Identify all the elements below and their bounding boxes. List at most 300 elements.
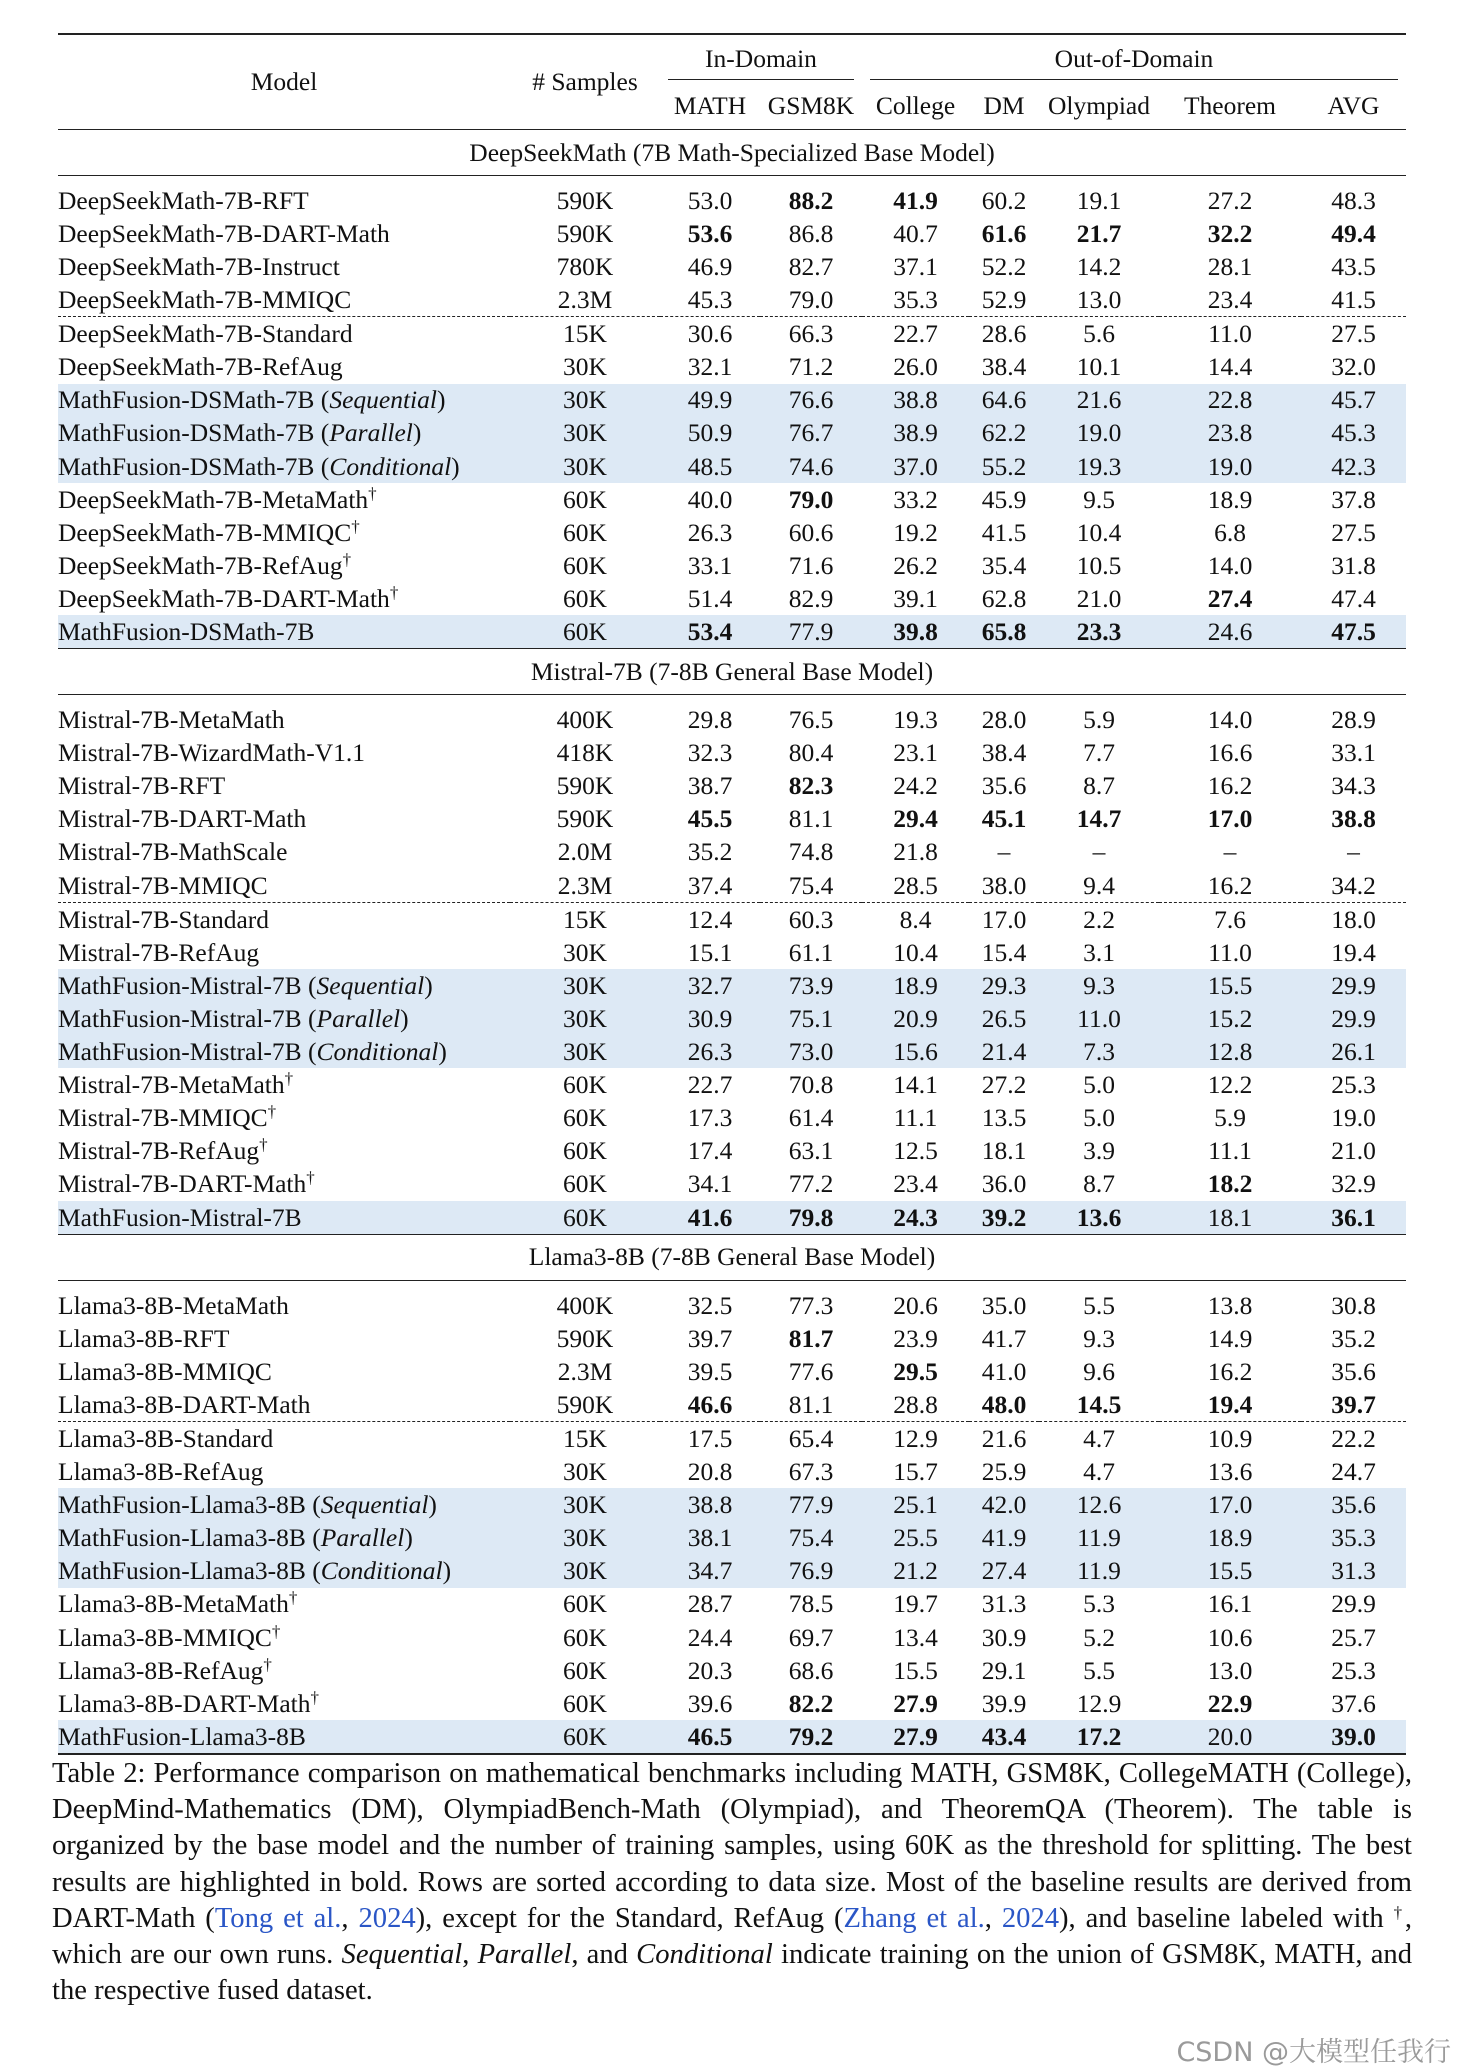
table-row bbox=[58, 1322, 1406, 1355]
table-row bbox=[58, 969, 1406, 1002]
model-name: Mistral-7B-RefAug bbox=[58, 937, 260, 967]
score-cell: 49.9 bbox=[660, 384, 760, 417]
header-samples: # Samples bbox=[510, 35, 660, 130]
samples-cell: 60K bbox=[563, 1103, 607, 1133]
score-cell: 17.4 bbox=[687, 1136, 733, 1166]
score-cell: 15.5 bbox=[893, 1655, 938, 1685]
table-row bbox=[58, 936, 1406, 969]
table-row bbox=[58, 450, 1406, 483]
score-cell: 40.0 bbox=[687, 484, 733, 514]
score-cell: 5.9 bbox=[1214, 1103, 1246, 1133]
model-name: MathFusion-Mistral-7B (Sequential) bbox=[58, 969, 510, 1002]
score-cell: 74.8 bbox=[788, 837, 834, 867]
citation-tong-year[interactable]: 2024 bbox=[358, 1902, 416, 1934]
score-cell: 14.2 bbox=[1076, 251, 1122, 281]
samples-cell: 30K bbox=[510, 1521, 660, 1554]
score-cell: 29.3 bbox=[969, 969, 1039, 1002]
citation-tong[interactable]: Tong et al. bbox=[214, 1902, 342, 1934]
score-cell: 18.2 bbox=[1207, 1169, 1253, 1199]
score-cell: 20.9 bbox=[862, 1002, 969, 1035]
score-cell: 41.5 bbox=[1331, 285, 1376, 315]
score-cell: 18.1 bbox=[1159, 1201, 1301, 1235]
score-cell: 23.9 bbox=[893, 1323, 938, 1353]
score-cell: 16.2 bbox=[1207, 771, 1253, 801]
model-name: DeepSeekMath-7B-MetaMath† bbox=[58, 483, 377, 514]
model-name: Mistral-7B-DART-Math† bbox=[58, 1168, 315, 1199]
score-cell: 45.7 bbox=[1301, 384, 1406, 417]
model-name: Mistral-7B-WizardMath-V1.1 bbox=[58, 738, 366, 768]
score-cell: 41.0 bbox=[981, 1356, 1027, 1386]
table-row bbox=[58, 217, 1406, 250]
samples-cell: 400K bbox=[556, 1290, 614, 1320]
samples-cell: 60K bbox=[510, 615, 660, 649]
score-cell: 8.4 bbox=[862, 902, 969, 936]
score-cell: 32.1 bbox=[687, 352, 733, 382]
score-cell: 17.0 bbox=[1207, 804, 1253, 834]
table-row bbox=[58, 184, 1406, 217]
score-cell: 25.3 bbox=[1331, 1070, 1376, 1100]
table-row bbox=[58, 1068, 1406, 1101]
score-cell: 37.6 bbox=[1331, 1688, 1376, 1718]
samples-cell: 2.3M bbox=[557, 870, 613, 900]
score-cell: 23.4 bbox=[1207, 285, 1253, 315]
model-name: DeepSeekMath-7B-DART-Math bbox=[58, 218, 390, 248]
score-cell: 20.6 bbox=[893, 1290, 938, 1320]
model-name: DeepSeekMath-7B-Standard bbox=[58, 317, 510, 351]
dagger-mark: † bbox=[310, 1687, 319, 1707]
score-cell: 45.9 bbox=[981, 484, 1027, 514]
score-cell: 71.6 bbox=[788, 550, 834, 580]
score-cell: 27.2 bbox=[981, 1070, 1027, 1100]
score-cell: 61.1 bbox=[788, 937, 834, 967]
score-cell: 75.1 bbox=[760, 1002, 862, 1035]
score-cell: 49.4 bbox=[1331, 218, 1376, 248]
score-cell: 14.0 bbox=[1207, 550, 1253, 580]
dagger-mark: † bbox=[271, 1621, 281, 1641]
score-cell: 12.4 bbox=[660, 902, 760, 936]
samples-cell: 30K bbox=[563, 352, 607, 382]
samples-cell: 60K bbox=[510, 1720, 660, 1754]
samples-cell: 15K bbox=[510, 1422, 660, 1456]
score-cell: 35.6 bbox=[981, 771, 1027, 801]
score-cell: 52.9 bbox=[981, 285, 1027, 315]
table-row bbox=[58, 516, 1406, 549]
score-cell: 38.1 bbox=[660, 1521, 760, 1554]
samples-cell: 590K bbox=[556, 218, 614, 248]
score-cell: 28.7 bbox=[687, 1589, 733, 1619]
score-cell: 41.6 bbox=[660, 1201, 760, 1235]
score-cell: 19.2 bbox=[893, 517, 938, 547]
score-cell: 15.1 bbox=[687, 937, 733, 967]
score-cell: 38.9 bbox=[862, 417, 969, 450]
score-cell: 35.3 bbox=[893, 285, 938, 315]
score-cell: – bbox=[1092, 837, 1106, 867]
score-cell: 35.4 bbox=[981, 550, 1027, 580]
samples-cell: 418K bbox=[556, 738, 614, 768]
score-cell: 20.3 bbox=[687, 1655, 733, 1685]
score-cell: 19.1 bbox=[1076, 185, 1122, 215]
score-cell: 42.3 bbox=[1301, 450, 1406, 483]
model-name: DeepSeekMath-7B-MMIQC bbox=[58, 285, 352, 315]
score-cell: 47.4 bbox=[1331, 583, 1376, 613]
score-cell: 5.2 bbox=[1083, 1622, 1115, 1652]
score-cell: 18.9 bbox=[1159, 1521, 1301, 1554]
score-cell: 7.3 bbox=[1039, 1035, 1159, 1068]
citation-zhang[interactable]: Zhang et al. bbox=[843, 1902, 985, 1934]
score-cell: 28.6 bbox=[969, 317, 1039, 351]
score-cell: 69.7 bbox=[788, 1622, 834, 1652]
score-cell: 82.3 bbox=[788, 771, 834, 801]
samples-cell: 30K bbox=[510, 450, 660, 483]
score-cell: 66.3 bbox=[760, 317, 862, 351]
score-cell: 60.3 bbox=[760, 902, 862, 936]
score-cell: 9.4 bbox=[1083, 870, 1115, 900]
score-cell: 28.0 bbox=[981, 705, 1027, 735]
score-cell: 8.7 bbox=[1083, 1169, 1115, 1199]
score-cell: 29.9 bbox=[1331, 1589, 1376, 1619]
model-name: MathFusion-DSMath-7B bbox=[58, 615, 510, 649]
score-cell: 26.3 bbox=[660, 1035, 760, 1068]
score-cell: 18.1 bbox=[981, 1136, 1027, 1166]
score-cell: 32.5 bbox=[687, 1290, 733, 1320]
score-cell: 65.4 bbox=[760, 1422, 862, 1456]
score-cell: 19.4 bbox=[1207, 1389, 1253, 1419]
score-cell: 9.3 bbox=[1039, 969, 1159, 1002]
score-cell: 34.3 bbox=[1331, 771, 1376, 801]
score-cell: 31.3 bbox=[1301, 1555, 1406, 1588]
score-cell: 35.6 bbox=[1301, 1488, 1406, 1521]
score-cell: – bbox=[1223, 837, 1237, 867]
score-cell: 17.5 bbox=[660, 1422, 760, 1456]
score-cell: 34.7 bbox=[660, 1555, 760, 1588]
citation-zhang-year[interactable]: 2024 bbox=[1001, 1902, 1060, 1934]
score-cell: 29.9 bbox=[1301, 969, 1406, 1002]
score-cell: 18.9 bbox=[1207, 484, 1253, 514]
score-cell: 7.6 bbox=[1159, 902, 1301, 936]
score-cell: 39.8 bbox=[862, 615, 969, 649]
score-cell: 75.4 bbox=[788, 870, 834, 900]
table-row bbox=[58, 483, 1406, 516]
score-cell: 22.8 bbox=[1159, 384, 1301, 417]
score-cell: 29.1 bbox=[981, 1655, 1027, 1685]
samples-cell: 60K bbox=[563, 484, 607, 514]
score-cell: 71.2 bbox=[788, 352, 834, 382]
score-cell: 10.4 bbox=[893, 937, 938, 967]
score-cell: 79.2 bbox=[760, 1720, 862, 1754]
score-cell: 29.9 bbox=[1301, 1002, 1406, 1035]
score-cell: 73.0 bbox=[760, 1035, 862, 1068]
model-name: Llama3-8B-RefAug† bbox=[58, 1654, 272, 1685]
score-cell: 41.9 bbox=[969, 1521, 1039, 1554]
score-cell: 27.4 bbox=[1207, 583, 1253, 613]
model-name: DeepSeekMath-7B-RefAug bbox=[58, 352, 343, 382]
score-cell: 2.2 bbox=[1039, 902, 1159, 936]
score-cell: 12.6 bbox=[1039, 1488, 1159, 1521]
table-row bbox=[58, 1521, 1406, 1554]
samples-cell: 590K bbox=[556, 804, 614, 834]
samples-cell: 60K bbox=[563, 517, 607, 547]
score-cell: 34.1 bbox=[687, 1169, 733, 1199]
score-cell: 77.9 bbox=[760, 1488, 862, 1521]
dagger-mark: † bbox=[368, 483, 377, 503]
score-cell: 76.5 bbox=[788, 705, 834, 735]
score-cell: 41.5 bbox=[981, 517, 1027, 547]
score-cell: 38.4 bbox=[981, 738, 1027, 768]
score-cell: 14.5 bbox=[1076, 1389, 1122, 1419]
score-cell: 51.4 bbox=[687, 583, 733, 613]
score-cell: 81.1 bbox=[788, 1389, 834, 1419]
score-cell: 68.6 bbox=[788, 1655, 834, 1685]
score-cell: 16.1 bbox=[1207, 1589, 1253, 1619]
dagger-mark: † bbox=[288, 1588, 298, 1608]
score-cell: 19.3 bbox=[893, 705, 938, 735]
table-row bbox=[58, 836, 1406, 869]
section-title: Mistral-7B (7-8B General Base Model) bbox=[58, 649, 1406, 695]
table-row bbox=[58, 1388, 1406, 1422]
header-col-gsm8k: GSM8K bbox=[760, 82, 862, 130]
score-cell: 11.0 bbox=[1159, 317, 1301, 351]
dagger-mark: † bbox=[351, 516, 360, 536]
score-cell: 31.8 bbox=[1331, 550, 1376, 580]
score-cell: 88.2 bbox=[788, 185, 834, 215]
model-name: Llama3-8B-RFT bbox=[58, 1323, 230, 1353]
score-cell: 38.8 bbox=[862, 384, 969, 417]
score-cell: 23.8 bbox=[1159, 417, 1301, 450]
score-cell: 61.4 bbox=[788, 1103, 834, 1133]
table-row bbox=[58, 736, 1406, 769]
score-cell: 77.3 bbox=[788, 1290, 834, 1320]
score-cell: 39.5 bbox=[687, 1356, 733, 1386]
score-cell: 15.4 bbox=[981, 937, 1027, 967]
score-cell: 28.5 bbox=[893, 870, 938, 900]
score-cell: 27.4 bbox=[969, 1555, 1039, 1588]
score-cell: 76.9 bbox=[760, 1555, 862, 1588]
score-cell: 38.8 bbox=[660, 1488, 760, 1521]
table-row bbox=[58, 1654, 1406, 1687]
table-row bbox=[58, 615, 1406, 649]
model-name: Llama3-8B-DART-Math bbox=[58, 1389, 311, 1419]
score-cell: 11.9 bbox=[1039, 1555, 1159, 1588]
table-row bbox=[58, 250, 1406, 283]
score-cell: 39.2 bbox=[969, 1201, 1039, 1235]
score-cell: 5.5 bbox=[1083, 1290, 1115, 1320]
score-cell: 15.7 bbox=[893, 1457, 938, 1487]
model-name: MathFusion-Llama3-8B bbox=[58, 1720, 510, 1754]
model-name: MathFusion-Mistral-7B (Parallel) bbox=[58, 1002, 510, 1035]
header-col-dm: DM bbox=[969, 82, 1039, 130]
samples-cell: 30K bbox=[563, 1457, 607, 1487]
score-cell: 25.5 bbox=[862, 1521, 969, 1554]
score-cell: 70.8 bbox=[788, 1070, 834, 1100]
score-cell: 29.5 bbox=[893, 1356, 938, 1386]
score-cell: 17.2 bbox=[1039, 1720, 1159, 1754]
score-cell: 25.9 bbox=[981, 1457, 1027, 1487]
score-cell: 48.0 bbox=[981, 1389, 1027, 1419]
score-cell: 32.7 bbox=[660, 969, 760, 1002]
score-cell: 23.1 bbox=[893, 738, 938, 768]
score-cell: 39.7 bbox=[687, 1323, 733, 1353]
score-cell: 39.6 bbox=[687, 1688, 733, 1718]
score-cell: 3.9 bbox=[1083, 1136, 1115, 1166]
score-cell: 31.3 bbox=[981, 1589, 1027, 1619]
score-cell: 12.8 bbox=[1159, 1035, 1301, 1068]
score-cell: 26.5 bbox=[969, 1002, 1039, 1035]
header-col-theorem: Theorem bbox=[1159, 82, 1301, 130]
score-cell: 77.9 bbox=[760, 615, 862, 649]
header-out-of-domain: Out-of-Domain bbox=[862, 35, 1406, 82]
table-row bbox=[58, 1135, 1406, 1168]
header-in-domain: In-Domain bbox=[660, 35, 862, 82]
model-name: DeepSeekMath-7B-Instruct bbox=[58, 251, 340, 281]
model-name: Llama3-8B-RefAug bbox=[58, 1457, 264, 1487]
table-row bbox=[58, 384, 1406, 417]
samples-cell: 590K bbox=[556, 1323, 614, 1353]
score-cell: 21.0 bbox=[1331, 1136, 1376, 1166]
score-cell: 21.2 bbox=[862, 1555, 969, 1588]
score-cell: 14.1 bbox=[893, 1070, 938, 1100]
samples-cell: 60K bbox=[563, 1070, 607, 1100]
table-row bbox=[58, 703, 1406, 736]
score-cell: 4.7 bbox=[1083, 1457, 1115, 1487]
samples-cell: 30K bbox=[510, 384, 660, 417]
table-row bbox=[58, 1488, 1406, 1521]
dagger-mark: † bbox=[284, 1069, 294, 1089]
score-cell: 21.6 bbox=[1039, 384, 1159, 417]
model-name: MathFusion-Mistral-7B (Conditional) bbox=[58, 1035, 510, 1068]
score-cell: 45.3 bbox=[1301, 417, 1406, 450]
score-cell: 81.1 bbox=[788, 804, 834, 834]
score-cell: 22.7 bbox=[687, 1070, 733, 1100]
score-cell: 28.8 bbox=[893, 1389, 938, 1419]
score-cell: 37.4 bbox=[687, 870, 733, 900]
score-cell: 26.3 bbox=[687, 517, 733, 547]
table-row bbox=[58, 582, 1406, 615]
score-cell: 43.4 bbox=[969, 1720, 1039, 1754]
score-cell: 75.4 bbox=[760, 1521, 862, 1554]
score-cell: 10.5 bbox=[1076, 550, 1122, 580]
model-name: Mistral-7B-DART-Math bbox=[58, 804, 307, 834]
score-cell: 29.4 bbox=[893, 804, 938, 834]
score-cell: 25.1 bbox=[862, 1488, 969, 1521]
samples-cell: 2.0M bbox=[557, 837, 613, 867]
table-row bbox=[58, 1002, 1406, 1035]
score-cell: 32.2 bbox=[1207, 218, 1253, 248]
table-row bbox=[58, 283, 1406, 317]
score-cell: 5.0 bbox=[1083, 1103, 1115, 1133]
score-cell: 13.8 bbox=[1207, 1290, 1253, 1320]
score-cell: 37.1 bbox=[893, 251, 938, 281]
score-cell: 86.8 bbox=[788, 218, 834, 248]
table-row bbox=[58, 1035, 1406, 1068]
samples-cell: 780K bbox=[556, 251, 614, 281]
score-cell: 32.9 bbox=[1331, 1169, 1376, 1199]
score-cell: 46.9 bbox=[687, 251, 733, 281]
table-row bbox=[58, 1455, 1406, 1488]
model-name: Llama3-8B-MMIQC bbox=[58, 1356, 272, 1386]
score-cell: 34.2 bbox=[1331, 870, 1376, 900]
score-cell: 41.7 bbox=[981, 1323, 1027, 1353]
score-cell: 11.0 bbox=[1039, 1002, 1159, 1035]
score-cell: 30.8 bbox=[1331, 1290, 1376, 1320]
model-name: MathFusion-DSMath-7B (Parallel) bbox=[58, 417, 510, 450]
score-cell: 21.4 bbox=[969, 1035, 1039, 1068]
score-cell: 55.2 bbox=[969, 450, 1039, 483]
model-name: Llama3-8B-Standard bbox=[58, 1422, 510, 1456]
score-cell: 48.3 bbox=[1331, 185, 1376, 215]
score-cell: 82.9 bbox=[788, 583, 834, 613]
samples-cell: 30K bbox=[563, 937, 607, 967]
table-row bbox=[58, 1101, 1406, 1134]
score-cell: 20.0 bbox=[1159, 1720, 1301, 1754]
samples-cell: 60K bbox=[563, 1169, 607, 1199]
score-cell: 19.0 bbox=[1159, 450, 1301, 483]
model-name: MathFusion-DSMath-7B (Sequential) bbox=[58, 384, 510, 417]
score-cell: 80.4 bbox=[788, 738, 834, 768]
dagger-symbol: † bbox=[1393, 1902, 1405, 1922]
score-cell: 46.5 bbox=[660, 1720, 760, 1754]
model-name: MathFusion-Llama3-8B (Conditional) bbox=[58, 1555, 510, 1588]
section-title: DeepSeekMath (7B Math-Specialized Base Model) bbox=[58, 130, 1406, 176]
score-cell: 53.0 bbox=[687, 185, 733, 215]
dagger-mark: † bbox=[259, 1135, 268, 1155]
table-row bbox=[58, 1168, 1406, 1201]
score-cell: 38.4 bbox=[981, 352, 1027, 382]
score-cell: 27.9 bbox=[862, 1720, 969, 1754]
table-row bbox=[58, 1588, 1406, 1621]
score-cell: 33.1 bbox=[1331, 738, 1376, 768]
score-cell: 15.5 bbox=[1159, 969, 1301, 1002]
table-row bbox=[58, 549, 1406, 582]
score-cell: 25.7 bbox=[1331, 1622, 1376, 1652]
score-cell: 60.2 bbox=[981, 185, 1027, 215]
samples-cell: 15K bbox=[510, 317, 660, 351]
samples-cell: 30K bbox=[510, 1488, 660, 1521]
table-row bbox=[58, 1621, 1406, 1654]
header-col-avg: AVG bbox=[1301, 82, 1406, 130]
score-cell: 9.6 bbox=[1083, 1356, 1115, 1386]
score-cell: 39.0 bbox=[1301, 1720, 1406, 1754]
samples-cell: 15K bbox=[510, 902, 660, 936]
header-col-olympiad: Olympiad bbox=[1039, 82, 1159, 130]
score-cell: 21.6 bbox=[969, 1422, 1039, 1456]
dagger-mark: † bbox=[389, 582, 399, 602]
score-cell: 79.0 bbox=[788, 285, 834, 315]
samples-cell: 60K bbox=[563, 1622, 607, 1652]
score-cell: 15.5 bbox=[1159, 1555, 1301, 1588]
score-cell: 19.3 bbox=[1039, 450, 1159, 483]
score-cell: 39.9 bbox=[981, 1688, 1027, 1718]
dagger-mark: † bbox=[342, 549, 352, 569]
model-name: Llama3-8B-MetaMath bbox=[58, 1290, 289, 1320]
score-cell: 32.3 bbox=[687, 738, 733, 768]
score-cell: 27.5 bbox=[1301, 317, 1406, 351]
score-cell: 14.9 bbox=[1207, 1323, 1253, 1353]
table-row bbox=[58, 1422, 1406, 1456]
table-row bbox=[58, 869, 1406, 903]
samples-cell: 2.3M bbox=[557, 285, 613, 315]
header-col-math: MATH bbox=[660, 82, 760, 130]
score-cell: 36.1 bbox=[1301, 1201, 1406, 1235]
samples-cell: 590K bbox=[556, 771, 614, 801]
score-cell: 3.1 bbox=[1083, 937, 1115, 967]
table-row bbox=[58, 1687, 1406, 1720]
score-cell: 60.6 bbox=[788, 517, 834, 547]
score-cell: 11.9 bbox=[1039, 1521, 1159, 1554]
score-cell: 17.0 bbox=[969, 902, 1039, 936]
score-cell: 73.9 bbox=[760, 969, 862, 1002]
score-cell: 10.9 bbox=[1159, 1422, 1301, 1456]
model-name: Llama3-8B-DART-Math† bbox=[58, 1687, 319, 1718]
